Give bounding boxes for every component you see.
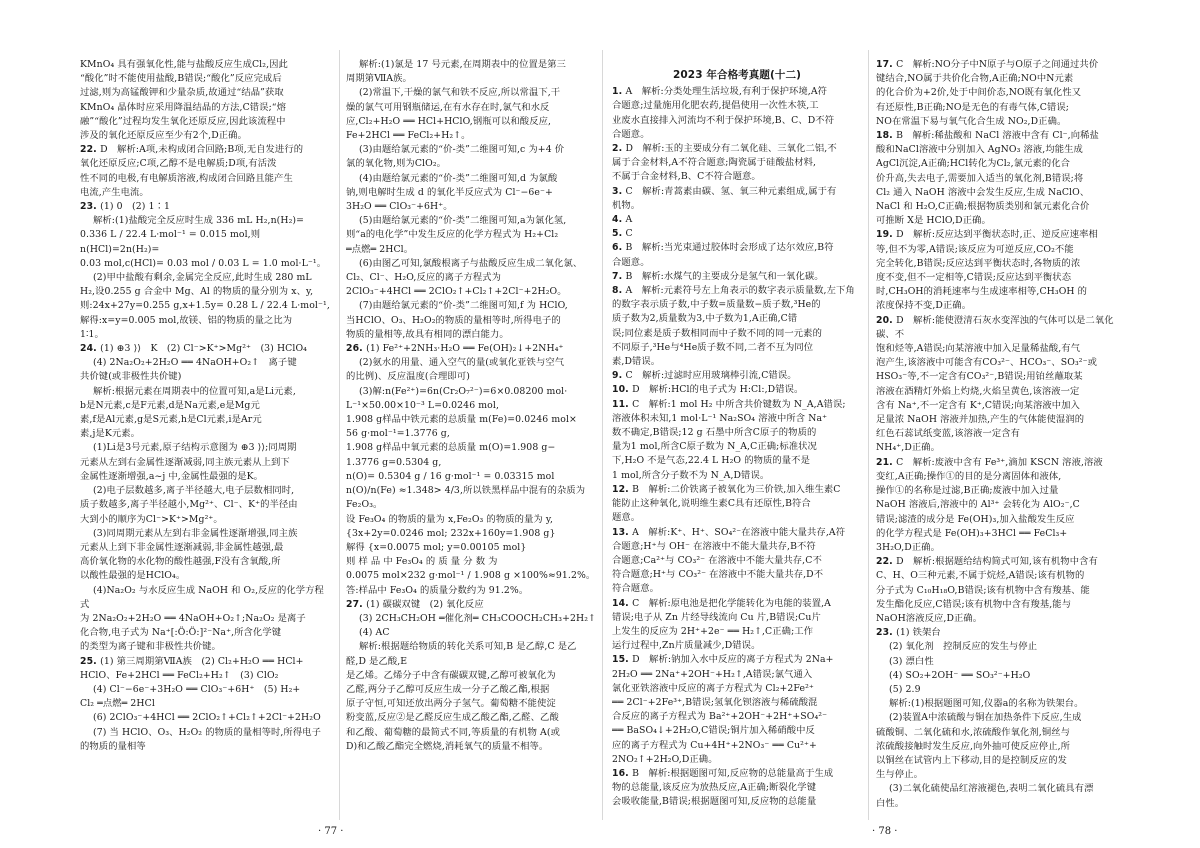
explanation-line: 符合题意。: [612, 583, 659, 595]
explanation-line: 错误;滤渣的成分是 Fe(OH)₃,加入盐酸发生反应: [876, 513, 1075, 525]
explanation-line: 不同原子,³He与⁴He质子数不同,二者不互为同位: [612, 341, 814, 353]
page-number-left: · 77 ·: [318, 826, 344, 837]
explanation-line: 属于合金材料,A不符合题意;陶瓷属于硅酸盐材料,: [612, 157, 817, 169]
answer-text: A 解析:K⁺、H⁺、SO₄²⁻在溶液中能大量共存,A符: [632, 526, 846, 538]
explanation-line: 溶液体积未知,1 mol·L⁻¹ Na₂SO₄ 溶液中所含 Na⁺: [612, 412, 828, 424]
question-number: 25.: [80, 655, 101, 667]
explanation-line: 生与停止。: [876, 769, 923, 781]
answer-text: C: [625, 228, 633, 240]
explanation-line: 业废水直接排入河流均不利于保护环境,B、C、D不符: [612, 114, 835, 126]
answer-text: (1) 0 (2) 1∶1: [100, 201, 170, 213]
explanation-line: (4) AC: [359, 627, 390, 639]
explanation-line: 键结合,NO属于共价化合物,A正确;NO中N元素: [876, 73, 1074, 85]
answer-item-line: [612, 85, 862, 99]
explanation-line: 电流,产生电流。: [80, 186, 149, 198]
explanation-line: 数不确定,B错误;12 g 石墨中所含C原子的物质的: [612, 427, 817, 439]
explanation-line: 过滤,则为高锰酸钾和少量杂质,故通过“结晶”获取: [80, 87, 284, 99]
answer-text: (1) 铁架台: [896, 627, 941, 639]
explanation-line: 解析:(1)盐酸完全反应时生成 336 mL H₂,n(H₂)=: [93, 215, 305, 227]
explanation-line: 泡产生,该溶液中可能含有CO₃²⁻、HCO₃⁻、SO₃²⁻或: [876, 357, 1098, 369]
explanation-line: 饱和烃等,A错误;向某溶液中加入足量稀盐酸,有气: [876, 343, 1081, 355]
explanation-line: 操作①的名称是过滤,B正确;废液中加入过量: [876, 485, 1059, 497]
explanation-line: 的比例)、反应温度(合理即可): [346, 371, 470, 383]
explanation-line: 运行过程中,Zn片质量减少,D错误。: [612, 640, 761, 652]
answer-item-line: [80, 200, 332, 214]
column-divider: [868, 50, 869, 820]
explanation-line: (2)常温下,干燥的氯气和铁不反应,所以常温下,干: [359, 87, 561, 99]
explanation-line: 质子数越多,离子半径越小,Mg²⁺、Cl⁻、K⁺的半径由: [80, 499, 298, 511]
answer-text: C 解析:青蒿素由碳、氢、氧三种元素组成,属于有: [625, 185, 837, 197]
explanation-line: 氯化亚铁溶液中反应的离子方程式为 Cl₂+2Fe²⁺: [612, 682, 814, 694]
answer-text: C 解析:1 mol H₂ 中所含共价键数为 N_A,A错误;: [632, 398, 846, 410]
explanation-line: 素,D错误。: [612, 356, 661, 368]
explanation-line: 白性。: [876, 797, 905, 809]
explanation-line: 浓度保持不变,D正确。: [876, 300, 972, 312]
explanation-line: 0.0075 mol×232 g·mol⁻¹ / 1.908 g ×100%≈91.2%。: [346, 570, 596, 582]
explanation-line: (4)Na₂O₂ 与水反应生成 NaOH 和 O₂,反应的化学方程式: [80, 584, 324, 610]
explanation-line: 解析:根据题给物质的转化关系可知,B 是乙醇,C 是乙醛,D 是乙酸,E: [346, 641, 577, 667]
explanation-line: 解析:根据元素在周期表中的位置可知,a是Li元素,: [93, 385, 296, 397]
answer-text: D 解析:HCl的电子式为 H:Cl:,D错误。: [632, 384, 804, 396]
explanation-line: 则“a的电化学”中发生反应的化学方程式为 H₂+Cl₂: [346, 229, 559, 241]
explanation-line: 物质的量相等,故具有相同的漂白能力。: [346, 328, 509, 340]
explanation-line: Cl₂、Cl⁻、H₂O,反应的离子方程式为: [346, 272, 502, 284]
explanation-line: NO在常温下易与氧气化合生成 NO₂,D正确。: [876, 115, 1067, 127]
explanation-line: 0.336 L / 22.4 L·mol⁻¹ = 0.015 mol,则 n(HCl)=2n(H₂)=: [80, 229, 261, 255]
explanation-line: H₂,设0.255 g 合金中 Mg、Al 的物质的量分别为 x、y,: [80, 286, 314, 298]
explanation-line: 元素从左到右金属性逐渐减弱,同主族元素从上到下: [80, 456, 290, 468]
answer-text: D 解析:反应达到平衡状态时,正、逆反应速率相: [896, 229, 1098, 241]
question-number: 23.: [80, 201, 101, 213]
answer-item-line: [612, 213, 862, 227]
explanation-line: NaOH 溶液后,溶液中的 Al³⁺ 会转化为 AlO₂⁻,C: [876, 499, 1080, 511]
answer-text: D 解析:玉的主要成分有二氧化硅、三氧化二铝,不: [625, 143, 837, 155]
explanation-line: 大到小的顺序为Cl⁻>K⁺>Mg²⁺。: [80, 513, 223, 525]
explanation-line: 3H₂O ══ ClO₃⁻+6H⁺。: [346, 201, 453, 213]
explanation-line: 解析:(1)氯是 17 号元素,在周期表中的位置是第三: [359, 59, 567, 70]
question-number: 7.: [612, 270, 626, 282]
explanation-line: 解得:x=y=0.005 mol,故镁、铝的物质的量之比为: [80, 314, 293, 326]
explanation-line: 红色石蕊试纸变蓝,该溶液一定含有: [876, 428, 1021, 440]
explanation-line: 分子式为 C₁₀H₁₈O,B错误;该有机物中含有羧基、能: [876, 584, 1090, 596]
explanation-line: 的化合价为+2价,处于中间价态,NO既有氧化性又: [876, 87, 1082, 99]
explanation-line: 机物。: [612, 199, 641, 211]
answer-item-line: [876, 58, 1126, 72]
answer-item-line: [876, 456, 1126, 470]
explanation-line: 金属性逐渐增强,a~j 中,金属性最强的是K。: [80, 470, 264, 482]
explanation-line: 2ClO₃⁻+4HCl ══ 2ClO₂↑+Cl₂↑+2Cl⁻+2H₂O。: [346, 286, 567, 298]
explanation-line: 物的总能量,该反应为放热反应,A正确;断裂化学键: [612, 782, 817, 794]
explanation-line: 56 g·mol⁻¹=1.3776 g,: [346, 428, 450, 440]
answer-item-line: [612, 227, 862, 241]
page-number-right: · 78 ·: [872, 826, 898, 837]
explanation-line: 1.908 g样品中氧元素的总质量 m(O)=1.908 g−: [346, 442, 556, 454]
page-78-left-column: [612, 58, 862, 810]
explanation-line: 不属于合金材料,B、C不符合题意。: [612, 171, 761, 183]
answer-text: C 解析:NO分子中N原子与O原子之间通过共价: [896, 59, 1099, 70]
question-number: 22.: [876, 556, 897, 568]
question-number: 15.: [612, 654, 633, 666]
explanation-line: Fe₂O₃。: [346, 499, 383, 511]
answer-item-line: [80, 342, 332, 356]
explanation-line: (7)由题给氯元素的“价-类”二维图可知,f 为 HClO,: [359, 300, 568, 312]
explanation-line: 钠,则电解时生成 d 的氧化半反应式为 Cl⁻−6e⁻+: [346, 186, 553, 198]
question-number: 18.: [876, 130, 897, 142]
question-number: 3.: [612, 185, 626, 197]
explanation-line: 足量浓 NaOH 溶液并加热,产生的气体能使湿润的: [876, 414, 1085, 426]
explanation-line: 含有 Na⁺,不一定含有 K⁺,C错误;向某溶液中加入: [876, 399, 1080, 411]
question-number: 10.: [612, 384, 633, 396]
explanation-line: 上发生的反应为 2H⁺+2e⁻ ══ H₂↑,C正确;工作: [612, 625, 814, 637]
answer-item-line: [80, 655, 332, 669]
question-number: 5.: [612, 228, 626, 240]
explanation-line: 周期第ⅦA族。: [346, 73, 412, 85]
explanation-line: 1 mol,所含分子数不为 N_A,D错误。: [612, 469, 770, 481]
explanation-line: 溶液在酒精灯外焰上灼烧,火焰呈黄色,该溶液一定: [876, 385, 1080, 397]
explanation-line: 乙醛,两分子乙醇可反应生成一分子乙酸乙酯,根据: [346, 683, 550, 695]
explanation-line: 发生酯化反应,C错误;该有机物中含有羧基,能与: [876, 598, 1072, 610]
answer-item-line: [346, 598, 596, 612]
explanation-line: 设 Fe₃O₄ 的物质的量为 x,Fe₂O₃ 的物质的量为 y,: [346, 513, 554, 525]
answer-item-line: [612, 398, 862, 412]
question-number: 12.: [612, 483, 633, 495]
question-number: 27.: [346, 598, 367, 610]
explanation-line: (3)解:n(Fe²⁺)=6n(Cr₂O₇²⁻)=6×0.08200 mol·: [359, 385, 568, 397]
explanation-line: 合反应的离子方程式为 Ba²⁺+2OH⁻+2H⁺+SO₄²⁻: [612, 711, 828, 723]
question-number: 22.: [80, 144, 101, 156]
explanation-line: ═点燃═ 2HCl。: [346, 243, 414, 255]
explanation-line: (6)由图乙可知,氯酸根离子与盐酸反应生成二氧化氯、: [359, 257, 583, 269]
answer-text: C 解析:废液中含有 Fe³⁺,滴加 KSCN 溶液,溶液: [896, 456, 1103, 468]
question-number: 23.: [876, 627, 897, 639]
explanation-line: 应,Cl₂+H₂O ══ HCl+HClO,钢瓶可以和酸反应,: [346, 115, 552, 127]
explanation-line: D)和乙酸乙酯完全燃烧,消耗氧气的质量不相等。: [346, 740, 549, 752]
explanation-line: n(O)= 0.5304 g / 16 g·mol⁻¹ = 0.03315 mol: [346, 470, 555, 482]
explanation-line: 3H₂O,D正确。: [876, 541, 941, 553]
explanation-line: (2)甲中盐酸有剩余,金属完全反应,此时生成 280 mL: [93, 272, 312, 284]
explanation-line: (2) 氧化剂 控制反应的发生与停止: [889, 641, 1038, 653]
explanation-line: 素,f是Al元素,g是S元素,h是Cl元素,i是Ar元: [80, 414, 262, 426]
answer-text: C 解析:原电池是把化学能转化为电能的装置,A: [632, 597, 831, 609]
question-number: 8.: [612, 285, 626, 297]
explanation-line: (3) 漂白性: [889, 655, 934, 667]
explanation-line: 硫酸铜、二氧化硫和水,浓硫酸作氧化剂,铜丝与: [876, 726, 1071, 738]
explanation-line: 为 2Na₂O₂+2H₂O ══ 4NaOH+O₂↑;Na₂O₂ 是离子: [80, 612, 306, 624]
explanation-line: 能防止这种氧化,说明维生素C具有还原性,B符合: [612, 498, 811, 510]
explanation-line: 是乙烯。乙烯分子中含有碳碳双键,乙醇可被氧化为: [346, 669, 556, 681]
explanation-line: 会吸收能量,B错误;根据题图可知,反应物的总能量: [612, 796, 817, 808]
question-number: 16.: [612, 767, 633, 779]
answer-text: (1) ⊕3 ⟩⟩ K (2) Cl⁻>K⁺>Mg²⁺ (3) HClO₄: [100, 343, 308, 355]
explanation-line: 粉变蓝,反应②是乙醛反应生成乙酸乙酯,乙醛、乙酸: [346, 712, 559, 724]
explanation-line: (4) Cl⁻−6e⁻+3H₂O ══ ClO₃⁻+6H⁺ (5) H₂+: [93, 683, 301, 695]
explanation-line: 有还原性,B正确;NO是无色的有毒气体,C错误;: [876, 101, 1070, 113]
answer-text: C 解析:过滤时应用玻璃棒引流,C错误。: [625, 370, 797, 382]
page-fold-divider: [602, 50, 603, 820]
explanation-line: 的数字表示质子数,中子数=质量数−质子数,³He的: [612, 299, 821, 311]
question-number: 21.: [876, 456, 897, 468]
answer-item-line: [612, 270, 862, 284]
page-78-right-column: [876, 58, 1126, 810]
explanation-line: 燥的氯气可用钢瓶储运,在有水存在时,氯气和水反: [346, 101, 550, 113]
question-number: 24.: [80, 343, 101, 355]
explanation-line: 变红,A正确;操作①的目的是分离固体和液体,: [876, 470, 1062, 482]
answer-text: (1) Fe²⁺+2NH₃·H₂O ══ Fe(OH)₂↓+2NH₄⁺: [366, 343, 564, 355]
answer-item-line: [876, 228, 1126, 242]
explanation-line: L⁻¹×50.00×10⁻³ L=0.0246 mol,: [346, 399, 500, 411]
explanation-line: 共价键(或非极性共价键): [80, 371, 182, 383]
explanation-line: 则:24x+27y=0.255 g,x+1.5y= 0.28 L / 22.4 L·mol⁻¹,: [80, 300, 330, 312]
explanation-line: 氧化还原反应;C项,乙醇不是电解质;D项,有活泼: [80, 158, 277, 170]
answer-text: (1) 碳碳双键 (2) 氧化反应: [366, 598, 484, 610]
question-number: 13.: [612, 526, 633, 538]
explanation-line: (3)二氧化硫使品红溶液褪色,表明二氧化硫具有漂: [889, 783, 1094, 795]
explanation-line: 的物质的量相等: [80, 740, 146, 752]
explanation-line: Cl₂ ═点燃═ 2HCl: [80, 698, 155, 710]
answer-text: D 解析:能使澄清石灰水变浑浊的气体可以是二氧化碳、不: [876, 314, 1114, 340]
answer-text: B 解析:二价铁离子被氧化为三价铁,加入维生素C: [632, 483, 841, 495]
answer-item-line: [612, 241, 862, 255]
explanation-line: 等,但不为零,A错误;该反应为可逆反应,CO₂不能: [876, 243, 1074, 255]
explanation-line: 1.3776 g=0.5304 g,: [346, 456, 442, 468]
explanation-line: (2)装置A中浓硫酸与铜在加热条件下反应,生成: [889, 712, 1082, 724]
explanation-line: 酸和NaCl溶液中分别加入 AgNO₃ 溶液,均能生成: [876, 144, 1083, 156]
answer-item-line: [612, 597, 862, 611]
answer-text: A 解析:元素符号左上角表示的数字表示质量数,左下角: [625, 285, 855, 297]
answer-text: A: [625, 214, 633, 226]
question-number: 4.: [612, 214, 626, 226]
question-number: 1.: [612, 86, 626, 98]
explanation-line: 涉及的氧化还原反应至少有2个,D正确。: [80, 130, 247, 142]
explanation-line: 合题意;过量施用化肥农药,提倡使用一次性木筷,工: [612, 100, 819, 112]
explanation-line: (2)氨水的用量、通入空气的量(或氧化亚铁与空气: [359, 357, 565, 369]
explanation-line: ══ 2Cl⁻+2Fe³⁺,B错误;氢氧化钡溶液与稀硫酸混: [612, 696, 818, 708]
explanation-line: ══ BaSO₄↓+2H₂O,C错误;铜片加入稀硝酸中反: [612, 725, 815, 737]
answer-item-line: [612, 483, 862, 497]
explanation-line: {3x+2y=0.0246 mol; 232x+160y=1.908 g}: [346, 527, 556, 539]
explanation-line: “酸化”时不能使用盐酸,B错误;“酸化”反应完成后: [80, 73, 282, 85]
answer-item-line: [612, 653, 862, 667]
answer-item-line: [876, 129, 1126, 143]
explanation-line: 2NO₂↑+2H₂O,D正确。: [612, 753, 718, 765]
explanation-line: 度不变,但不一定相等,C错误;反应达到平衡状态: [876, 272, 1072, 284]
answer-item-line: [612, 767, 862, 781]
explanation-line: 合题意。: [612, 128, 650, 140]
answer-item-line: [612, 526, 862, 540]
explanation-line: 合题意。: [612, 256, 650, 268]
answer-text: D 解析:钠加入水中反应的离子方程式为 2Na+: [632, 654, 834, 666]
answer-item-line: [346, 342, 596, 356]
explanation-line: 符合题意;H⁺与 CO₃²⁻ 在溶液中不能大量共存,D不: [612, 569, 824, 581]
explanation-line: 解得 {x=0.0075 mol; y=0.00105 mol}: [346, 541, 527, 553]
answer-item-line: [612, 284, 862, 298]
question-number: 17.: [876, 59, 897, 70]
explanation-line: NaOH溶液反应,D正确。: [876, 612, 983, 624]
explanation-line: 2H₂O ══ 2Na⁺+2OH⁻+H₂↑,A错误;氯气通入: [612, 668, 813, 680]
explanation-line: 下,H₂O 不是气态,22.4 L H₂O 的物质的量不是: [612, 455, 810, 467]
answer-item-line: [612, 369, 862, 383]
answer-text: B 解析:稀盐酸和 NaCl 溶液中含有 Cl⁻,向稀盐: [896, 130, 1099, 142]
explanation-line: Fe+2HCl ══ FeCl₂+H₂↑。: [346, 130, 471, 142]
explanation-line: 当HClO、O₃、H₂O₂的物质的量相等时,所得电子的: [346, 314, 561, 326]
explanation-line: 浓硫酸接触时发生反应,向外抽可使反应停止,所: [876, 740, 1071, 752]
explanation-line: 高价氧化物的水化物的酸性越强,F没有含氧酸,所: [80, 556, 281, 568]
question-number: 20.: [876, 314, 897, 326]
explanation-line: (3)同周期元素从左到右非金属性逐渐增强,同主族: [93, 527, 298, 539]
explanation-line: (5) 2.9: [889, 683, 921, 695]
answer-text: B 解析:当光束通过胶体时会形成了达尔效应,B符: [625, 242, 834, 254]
question-number: 19.: [876, 229, 897, 241]
explanation-line: (7) 当 HClO、O₃、H₂O₂ 的物质的量相等时,所得电子: [93, 726, 322, 738]
question-number: 14.: [612, 597, 633, 609]
answer-text: (1) 第三周期第ⅦA族 (2) Cl₂+H₂O ══ HCl+: [100, 655, 304, 667]
explanation-line: 1∶1。: [80, 328, 104, 340]
question-number: 9.: [612, 370, 626, 382]
answer-item-line: [876, 555, 1126, 569]
explanation-line: (4) SO₂+2OH⁻ ══ SO₃²⁻+H₂O: [889, 669, 1031, 681]
explanation-line: AgCl沉淀,A正确;HCl转化为Cl₂,氯元素的化合: [876, 158, 1071, 170]
explanation-line: (1)Li是3号元素,原子结构示意图为 ⊕3 ⟩⟩;同周期: [93, 442, 297, 454]
explanation-line: HClO、Fe+2HCl ══ FeCl₂+H₂↑ (3) ClO₂: [80, 669, 279, 681]
explanation-line: 完全转化,B错误;反应达到平衡状态时,各物质的浓: [876, 257, 1081, 269]
answer-item-line: [876, 314, 1126, 342]
explanation-line: 解析:(1)根据题图可知,仪器a的名称为铁架台。: [889, 698, 1084, 710]
section-title: 2023 年合格考真题(十二): [673, 69, 801, 81]
answer-item-line: [612, 142, 862, 156]
answer-text: A 解析:分类处理生活垃圾,有利于保护环境,A符: [625, 86, 828, 98]
question-number: 6.: [612, 242, 626, 254]
explanation-line: C、H、O三种元素,不属于烷烃,A错误;该有机物的: [876, 570, 1085, 582]
explanation-line: 性不同的电极,有电解质溶液,构成闭合回路且能产生: [80, 172, 293, 184]
explanation-line: n(O)/n(Fe) ≈1.348> 4/3,所以铁黑样品中混有的杂质为: [346, 485, 586, 497]
explanation-line: KMnO₄ 具有强氧化性,能与盐酸反应生成Cl₂,因此: [80, 59, 288, 70]
explanation-line: 的类型为离子键和非极性共价键。: [80, 641, 221, 653]
explanation-line: 误;同位素是质子数相同而中子数不同的同一元素的: [612, 327, 822, 339]
question-number: 2.: [612, 143, 626, 155]
answer-item-line: [80, 143, 332, 157]
explanation-line: 融”“酸化”过程均发生氧化还原反应,因此该流程中: [80, 115, 286, 127]
explanation-line: 氯的氧化物,则为ClO₂。: [346, 158, 447, 170]
explanation-line: 元素从上到下非金属性逐渐减弱,非金属性越强,最: [80, 541, 284, 553]
page-77-right-column: [346, 58, 596, 810]
explanation-line: 可推断 X是 HClO,D正确。: [876, 215, 991, 227]
question-number: 11.: [612, 398, 633, 410]
explanation-line: 的化学方程式是 Fe(OH)₃+3HCl ══ FeCl₃+: [876, 527, 1068, 539]
answer-text: D 解析:根据题给结构简式可知,该有机物中含有: [896, 556, 1098, 568]
explanation-line: 0.03 mol,c(HCl)= 0.03 mol / 0.03 L = 1.0 mol·L⁻¹。: [80, 257, 327, 269]
explanation-line: 以酸性最强的是HClO₄。: [80, 570, 186, 582]
column-divider: [339, 50, 340, 820]
explanation-line: HSO₃⁻等,不一定含有CO₃²⁻,B错误;用铂丝蘸取某: [876, 371, 1083, 383]
explanation-line: 素,j是K元素。: [80, 428, 141, 440]
explanation-line: NaCl 和 H₂O,C正确;根据物质类别和氯元素化合价: [876, 201, 1090, 213]
explanation-line: 质子数为2,质量数为3,中子数为1,A正确,C错: [612, 313, 798, 325]
explanation-line: 合题意;Ca²⁺与 CO₃²⁻ 在溶液中不能大量共存,C不: [612, 554, 822, 566]
explanation-line: 题意。: [612, 512, 641, 524]
explanation-line: (6) 2ClO₃⁻+4HCl ══ 2ClO₂↑+Cl₂↑+2Cl⁻+2H₂O: [93, 712, 321, 724]
answer-item-line: [612, 383, 862, 397]
explanation-line: NH₄⁺,D正确。: [876, 442, 941, 454]
explanation-line: 价升高,失去电子,需要加入适当的氧化剂,B错误;将: [876, 172, 1084, 184]
explanation-line: (3) 2CH₃CH₂OH ═催化剂═ CH₃COOCH₂CH₃+2H₂↑: [359, 612, 596, 624]
explanation-line: KMnO₄ 晶体时应采用降温结晶的方法,C错误;“熔: [80, 101, 287, 113]
explanation-line: 化合物,电子式为 Na⁺[:Ö:Ö:]²⁻Na⁺,所含化学键: [80, 627, 282, 639]
explanation-line: 应的离子方程式为 Cu+4H⁺+2NO₃⁻ ══ Cu²⁺+: [612, 739, 817, 751]
explanation-line: (2)电子层数越多,离子半径越大,电子层数相同时,: [93, 485, 295, 497]
explanation-line: 合题意;H⁺与 OH⁻ 在溶液中不能大量共存,B不符: [612, 540, 816, 552]
answer-text: B 解析:根据题图可知,反应物的总能量高于生成: [632, 767, 834, 779]
explanation-line: 则 样 品 中 Fe₃O₄ 的 质 量 分 数 为: [346, 556, 498, 568]
explanation-line: (5)由题给氯元素的“价-类”二维图可知,a为氯化氢,: [359, 215, 567, 227]
explanation-line: 答:样品中 Fe₃O₄ 的质量分数约为 91.2%。: [346, 584, 529, 596]
answer-text: D 解析:A项,未构成闭合回路;B项,无自发进行的: [100, 144, 304, 156]
explanation-line: b是N元素,c是F元素,d是Na元素,e是Mg元: [80, 399, 260, 411]
explanation-line: (3)由题给氯元素的“价-类”二维图可知,c 为+4 价: [359, 144, 565, 156]
explanation-line: 和乙酸、葡萄糖的最简式不同,等质量的有机物 A(或: [346, 726, 560, 738]
explanation-line: (4) 2Na₂O₂+2H₂O ══ 4NaOH+O₂↑ 离子键: [93, 357, 297, 369]
explanation-line: 以铜丝在试管内上下移动,目的是控制反应的发: [876, 754, 1067, 766]
answer-item-line: [876, 626, 1126, 640]
explanation-line: (4)由题给氯元素的“价-类”二维图可知,d 为氯酸: [359, 172, 558, 184]
answer-text: B 解析:水煤气的主要成分是氢气和一氧化碳。: [625, 270, 824, 282]
explanation-line: 量为1 mol,所含C原子数为 N_A,C正确;标准状况: [612, 441, 817, 453]
page-77-left-column: [80, 58, 332, 810]
question-number: 26.: [346, 343, 367, 355]
explanation-line: Cl₂ 通入 NaOH 溶液中会发生反应,生成 NaClO、: [876, 186, 1090, 198]
answer-item-line: [612, 185, 862, 199]
explanation-line: 原子守恒,可知还放出两分子氢气。葡萄糖不能使淀: [346, 698, 556, 710]
explanation-line: 1.908 g样品中铁元素的总质量 m(Fe)=0.0246 mol×: [346, 414, 577, 426]
explanation-line: 错误;电子从 Zn 片经导线流向 Cu 片,B错误;Cu片: [612, 611, 821, 623]
explanation-line: 时,CH₃OH的消耗速率与生成速率相等,CH₃OH 的: [876, 286, 1088, 298]
